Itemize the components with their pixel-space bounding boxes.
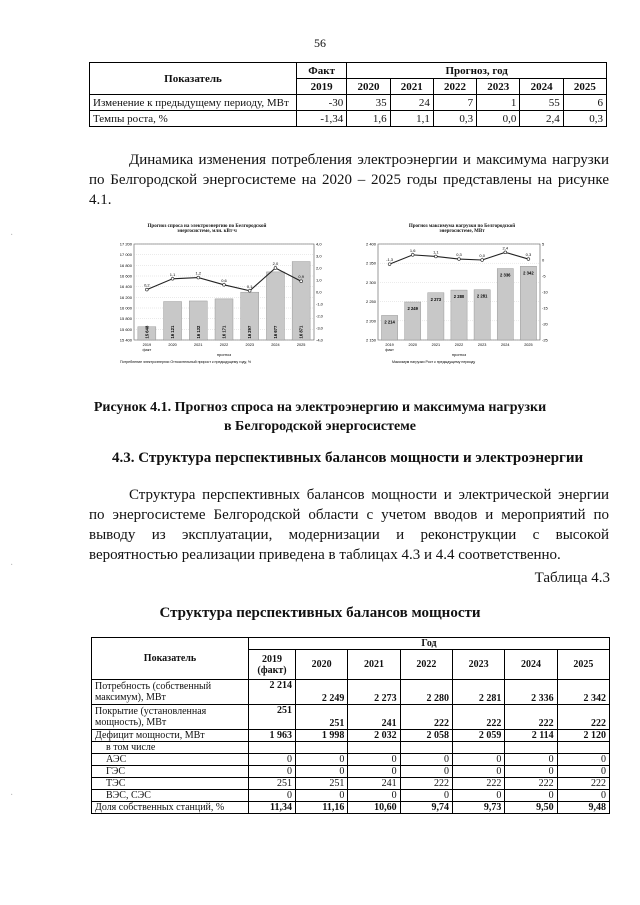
row-label: Потребность (собственный максимум), МВт xyxy=(92,680,249,705)
header-forecast: Прогноз, год xyxy=(347,63,607,79)
line-label: 2,4 xyxy=(502,245,509,251)
bar-label: 2 214 xyxy=(384,319,395,325)
y-tick-label: 2 350 xyxy=(365,260,376,266)
cell: 251 xyxy=(249,778,296,790)
chart-consumption-svg xyxy=(92,222,344,372)
x-axis-label: прогноз xyxy=(451,352,467,357)
year-header: 2022 xyxy=(433,79,476,95)
paragraph-intro: Динамика изменения потребления электроэнергии и максимума нагрузки по Белгородской энергосистеме на 2020 – 2025 годы представлены на рисунке 4.1. xyxy=(89,152,609,208)
y2-tick-label: -4,0 xyxy=(316,337,323,343)
cell: 11,34 xyxy=(249,802,296,814)
cell: 1 963 xyxy=(249,730,296,742)
table-label: Таблица 4.3 xyxy=(534,570,610,586)
x-tick-label-fact: факт xyxy=(142,348,152,352)
cell: 0 xyxy=(452,790,504,802)
chart-title: Прогноз максимума нагрузки по Белгородской энергосистеме, МВт xyxy=(408,224,516,234)
line-point xyxy=(223,283,226,286)
x-tick-label: 2023 xyxy=(245,343,254,347)
line-point xyxy=(197,276,200,279)
cell: 222 xyxy=(452,778,504,790)
line-point xyxy=(300,280,303,283)
cell: 0 xyxy=(557,754,609,766)
table-row xyxy=(92,778,610,790)
legend-text: Максимум нагрузки Рост к предыдущему периоду xyxy=(392,360,476,364)
table-row xyxy=(90,95,607,111)
cell: 11,16 xyxy=(296,802,348,814)
chart-consumption xyxy=(92,222,344,372)
cell: 2 120 xyxy=(557,730,609,742)
line-point xyxy=(171,277,174,280)
line-point xyxy=(274,267,277,270)
cell: 2 114 xyxy=(505,730,557,742)
row-label: Покрытие (установленная мощность), МВт xyxy=(92,705,249,730)
cell: 0 xyxy=(400,766,452,778)
x-axis-label: прогноз xyxy=(216,352,232,357)
year-header: 2021 xyxy=(348,650,400,680)
y2-tick-label: -2,0 xyxy=(316,313,323,319)
header-year: Год xyxy=(249,638,610,650)
figure-caption-line2: в Белгородской энергосистеме xyxy=(224,419,416,434)
line-label: 0,3 xyxy=(525,252,532,258)
cell: 0 xyxy=(452,766,504,778)
bar-label: 16 871 xyxy=(298,325,304,339)
cell: 0 xyxy=(296,754,348,766)
line-point xyxy=(388,263,391,266)
cell: 1 998 xyxy=(296,730,348,742)
y-tick-label: 2 400 xyxy=(365,241,376,247)
cell: 9,73 xyxy=(452,802,504,814)
x-tick-label: 2019 xyxy=(142,343,152,347)
x-tick-label: 2024 xyxy=(271,343,280,347)
row-label: Темпы роста, % xyxy=(90,111,297,127)
figure-caption xyxy=(0,398,640,436)
y-tick-label: 17 000 xyxy=(119,252,132,258)
line-point xyxy=(411,253,414,256)
y-tick-label: 2 200 xyxy=(365,318,376,324)
margin-mark: · xyxy=(10,790,14,801)
year-header: 2024 xyxy=(520,79,563,95)
year-header: 2025 xyxy=(557,650,609,680)
cell: 35 xyxy=(347,95,390,111)
paragraph-structure: Структура перспективных балансов мощности и электрической энергии по энергосистеме Белгородской области с учетом вводов и мероприятий по выводу из эксплуатации, модернизации и реконструкции с высокой вероятностью реализации приведена в таблицах 4.3 и 4.4 соответственно. xyxy=(89,487,609,563)
cell: 0 xyxy=(249,754,296,766)
cell: -30 xyxy=(297,95,347,111)
bar-label: 2 342 xyxy=(523,270,534,276)
header-indicator: Показатель xyxy=(90,63,297,95)
cell xyxy=(452,742,504,754)
cell: 0 xyxy=(249,766,296,778)
margin-mark: · xyxy=(10,230,14,241)
row-label: в том числе xyxy=(92,742,249,754)
y2-tick-label: -10 xyxy=(542,289,548,295)
year-header: 2025 xyxy=(563,79,606,95)
y2-tick-label: -1,0 xyxy=(316,301,323,307)
cell xyxy=(296,742,348,754)
line-label: 0,1 xyxy=(246,283,253,289)
y-tick-label: 16 400 xyxy=(119,284,132,290)
table-row xyxy=(92,766,610,778)
y2-tick-label: 4,0 xyxy=(316,241,322,247)
line-label: 1,2 xyxy=(195,270,202,276)
y2-tick-label: -20 xyxy=(542,321,548,327)
cell xyxy=(348,742,400,754)
table-row xyxy=(90,111,607,127)
cell: 0 xyxy=(557,790,609,802)
cell: 9,48 xyxy=(557,802,609,814)
row-label: ТЭС xyxy=(92,778,249,790)
y-tick-label: 16 200 xyxy=(119,294,132,300)
x-tick-label: 2023 xyxy=(477,343,487,347)
line-label: 1,6 xyxy=(409,247,416,253)
bar-label: 16 171 xyxy=(221,325,227,339)
cell: 0 xyxy=(452,754,504,766)
x-tick-label: 2021 xyxy=(431,343,441,347)
cell: 0 xyxy=(348,790,400,802)
cell: 2 032 xyxy=(348,730,400,742)
cell: 1,1 xyxy=(390,111,433,127)
row-label: Изменение к предыдущему периоду, МВт xyxy=(90,95,297,111)
cell: 0,3 xyxy=(433,111,476,127)
line-point xyxy=(434,255,437,258)
cell: 6 xyxy=(563,95,606,111)
year-header: 2019 (факт) xyxy=(249,650,296,680)
chart-peak-load-svg xyxy=(362,222,562,372)
cell: 251 xyxy=(296,778,348,790)
x-tick-label-fact: факт xyxy=(385,348,394,352)
year-header: 2021 xyxy=(390,79,433,95)
line-label: 2,0 xyxy=(272,261,279,266)
bar-label: 16 132 xyxy=(195,325,201,339)
line-label: -1,3 xyxy=(386,257,394,263)
bar-label: 15 648 xyxy=(144,325,150,339)
cell: 222 xyxy=(505,705,557,730)
cell: 7 xyxy=(433,95,476,111)
cell: 9,50 xyxy=(505,802,557,814)
margin-mark: · xyxy=(10,560,14,571)
year-header: 2023 xyxy=(452,650,504,680)
y2-tick-label: 0,0 xyxy=(316,289,322,295)
cell: 251 xyxy=(249,705,296,730)
cell: 0 xyxy=(296,766,348,778)
cell: 2 214 xyxy=(249,680,296,705)
header-fact: Факт xyxy=(297,63,347,79)
x-tick-label: 2022 xyxy=(219,343,229,347)
x-tick-label: 2019 xyxy=(385,343,394,347)
table-title: Структура перспективных балансов мощности xyxy=(159,605,481,621)
x-tick-label: 2022 xyxy=(454,343,464,347)
cell: 2 342 xyxy=(557,680,609,705)
cell: 222 xyxy=(452,705,504,730)
x-tick-label: 2025 xyxy=(524,343,533,347)
bar-label: 2 336 xyxy=(500,272,511,278)
cell: 0 xyxy=(249,790,296,802)
header-indicator: Показатель xyxy=(92,638,249,680)
year-header: 2024 xyxy=(505,650,557,680)
cell: 0 xyxy=(348,766,400,778)
line-label: 1,1 xyxy=(169,271,176,277)
balance-table xyxy=(91,637,610,814)
y-tick-label: 16 800 xyxy=(119,262,132,268)
y-tick-label: 15 400 xyxy=(119,337,132,343)
cell: 2 280 xyxy=(400,680,452,705)
y2-tick-label: 0 xyxy=(542,257,545,263)
cell: 0 xyxy=(296,790,348,802)
cell: 0 xyxy=(400,754,452,766)
table-row xyxy=(92,802,610,814)
y-tick-label: 2 150 xyxy=(365,337,376,343)
cell: 0 xyxy=(505,790,557,802)
cell xyxy=(557,742,609,754)
cell: 2 281 xyxy=(452,680,504,705)
cell: 55 xyxy=(520,95,563,111)
x-tick-label: 2024 xyxy=(501,343,510,347)
bar xyxy=(520,266,536,340)
x-tick-label: 2021 xyxy=(194,343,203,347)
cell: 2 059 xyxy=(452,730,504,742)
cell: 2,4 xyxy=(520,111,563,127)
bar-label: 2 273 xyxy=(430,296,442,302)
line-point xyxy=(458,258,461,261)
cell: 0 xyxy=(400,790,452,802)
x-tick-label: 2020 xyxy=(408,343,417,347)
y-tick-label: 2 300 xyxy=(365,279,376,285)
y-tick-label: 16 000 xyxy=(119,305,132,311)
cell: 2 336 xyxy=(505,680,557,705)
cell: 0 xyxy=(505,766,557,778)
line-point xyxy=(504,251,507,254)
line-point xyxy=(145,288,148,291)
line-label: 1,1 xyxy=(433,249,439,255)
line-point xyxy=(248,289,251,292)
cell: 9,74 xyxy=(400,802,452,814)
year-header: 2023 xyxy=(477,79,520,95)
table-row xyxy=(92,680,610,705)
bar xyxy=(497,269,513,340)
year-header: 2022 xyxy=(400,650,452,680)
y2-tick-label: -15 xyxy=(542,305,548,311)
cell: 241 xyxy=(348,705,400,730)
cell: 222 xyxy=(557,778,609,790)
bar-label: 2 280 xyxy=(453,294,465,300)
cell xyxy=(505,742,557,754)
chart-peak-load xyxy=(362,222,562,372)
cell: 10,60 xyxy=(348,802,400,814)
cell: 2 273 xyxy=(348,680,400,705)
cell: 24 xyxy=(390,95,433,111)
growth-table xyxy=(89,62,607,127)
table-row xyxy=(92,705,610,730)
y2-tick-label: -3,0 xyxy=(316,325,323,331)
y-tick-label: 15 800 xyxy=(119,316,132,322)
y2-tick-label: 3,0 xyxy=(316,253,322,259)
y2-tick-label: -25 xyxy=(542,337,548,343)
cell: 0 xyxy=(557,766,609,778)
y2-tick-label: 5 xyxy=(542,241,545,247)
row-label: ГЭС xyxy=(92,766,249,778)
table-row xyxy=(92,730,610,742)
cell: 222 xyxy=(557,705,609,730)
year-header: 2019 xyxy=(297,79,347,95)
y2-tick-label: 1,0 xyxy=(316,277,322,283)
cell: 1,6 xyxy=(347,111,390,127)
y-tick-label: 15 600 xyxy=(119,326,132,332)
row-label: ВЭС, СЭС xyxy=(92,790,249,802)
year-header: 2020 xyxy=(296,650,348,680)
y-tick-label: 16 600 xyxy=(119,273,132,279)
cell: 0 xyxy=(505,754,557,766)
x-tick-label: 2025 xyxy=(296,343,306,347)
row-label: Дефицит мощности, МВт xyxy=(92,730,249,742)
figure-caption-line1: Рисунок 4.1. Прогноз спроса на электроэнергию и максимума нагрузки xyxy=(93,400,547,415)
page-number: 56 xyxy=(314,36,326,50)
cell: 2 058 xyxy=(400,730,452,742)
bar-label: 2 281 xyxy=(476,293,488,299)
line-label: 0,6 xyxy=(221,277,227,283)
cell: 222 xyxy=(505,778,557,790)
cell: 1 xyxy=(477,95,520,111)
chart-title: Прогноз спроса на электроэнергию по Белгородской энергосистеме, млн. кВт·ч xyxy=(147,224,267,234)
bar-label: 2 249 xyxy=(407,305,418,311)
table-row xyxy=(92,790,610,802)
line-point xyxy=(527,258,530,261)
y2-tick-label: 2,0 xyxy=(316,265,322,271)
row-label: Доля собственных станций, % xyxy=(92,802,249,814)
legend-text: Потребление электроэнергии Относительный прирост к предыдущему году, % xyxy=(120,360,252,364)
year-header: 2020 xyxy=(347,79,390,95)
cell: 0,0 xyxy=(477,111,520,127)
y-tick-label: 17 200 xyxy=(119,241,132,247)
line-label: 0,2 xyxy=(144,282,150,288)
cell: 0,3 xyxy=(563,111,606,127)
cell: 2 249 xyxy=(296,680,348,705)
table-row xyxy=(92,742,610,754)
x-tick-label: 2020 xyxy=(168,343,177,347)
section-heading: 4.3. Структура перспективных балансов мощности и электроэнергии xyxy=(112,450,584,466)
line-label: 0,9 xyxy=(298,274,304,280)
y2-tick-label: -5 xyxy=(542,273,546,279)
bar-label: 16 677 xyxy=(272,325,278,339)
cell xyxy=(249,742,296,754)
bar-label: 16 297 xyxy=(247,325,253,339)
row-label: АЭС xyxy=(92,754,249,766)
cell: -1,34 xyxy=(297,111,347,127)
cell: 0 xyxy=(348,754,400,766)
cell xyxy=(400,742,452,754)
y-tick-label: 2 250 xyxy=(365,299,376,305)
cell: 222 xyxy=(400,705,452,730)
line-label: 0,0 xyxy=(479,253,485,258)
bar-label: 16 121 xyxy=(170,325,176,339)
line-label: 0,3 xyxy=(456,252,462,258)
cell: 251 xyxy=(296,705,348,730)
cell: 241 xyxy=(348,778,400,790)
line-point xyxy=(481,259,484,262)
cell: 222 xyxy=(400,778,452,790)
table-row xyxy=(92,754,610,766)
